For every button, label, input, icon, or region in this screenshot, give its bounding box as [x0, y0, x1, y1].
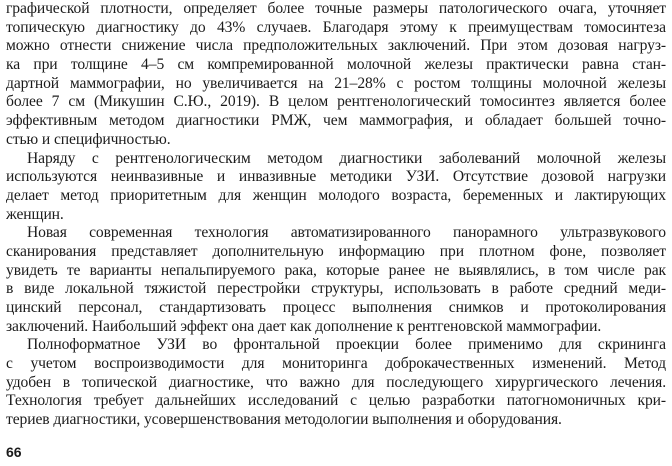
text-line: Наряду с рентгенологическим методом диагностики заболеваний молочной железы [27, 149, 666, 167]
text-line: цинский персонал, стандартизовать процесс выполнения снимков и протоколирования [6, 299, 666, 316]
document-body [6, 0, 666, 430]
text-line: сканирования представляет дополнительную информацию при плотном фоне, позволяет [6, 242, 666, 260]
text-line: заключений. Наибольший эффект она дает как дополнение к рентгеновской маммографии. [6, 317, 602, 335]
text-line: женщин. [6, 205, 64, 223]
text-line: более 7 см (Микушин С.Ю., 2019). В целом рентгенологический томосинтез является более [6, 93, 666, 111]
paragraph [6, 336, 666, 429]
text-line: делает метод приоритетным для женщин молодого возраста, беременных и лактирующих [6, 186, 666, 204]
text-line: можно отнести снижение числа предположительных заключений. При этом дозовая нагруз- [6, 37, 666, 55]
text-line: Полноформатное УЗИ во фронтальной проекции более применимо для скрининга [27, 336, 666, 354]
paragraph [6, 150, 666, 225]
text-line: дартной маммографии, но увеличивается на 21–28% с ростом толщины молочной железы [6, 74, 666, 92]
text-line: эффективным методом диагностики РМЖ, чем маммография, и обладает большей точно- [6, 112, 666, 130]
document-page [6, 0, 666, 430]
page-number: 66 [6, 444, 22, 460]
text-line: графической плотности, определяет более точные размеры патологического очага, уточняет [6, 0, 666, 17]
text-line: удобен в топической диагностике, что важно для последующего хирургического лечения. [6, 373, 666, 391]
text-line: используются неинвазивные и инвазивные методики УЗИ. Отсутствие дозовой нагрузки [6, 168, 666, 186]
text-line: ка при толщине 4–5 см компремированной молочной железы практически равна стан- [6, 56, 666, 74]
text-line: в виде локальной тяжистой перестройки структуры, использовать в работе средний меди- [6, 280, 666, 298]
text-line: топическую диагностику до 43% случаев. Благодаря этому к преимуществам томосинтеза [6, 18, 666, 36]
text-line: увидеть те варианты непальпируемого рака, которые ранее не выявлялись, в том числе рак [6, 261, 666, 279]
paragraph [6, 224, 666, 336]
text-line: Технология требует дальнейших исследований с целью разработки патогномоничных кри- [6, 392, 666, 410]
text-line: стью и специфичностью. [6, 130, 171, 148]
text-line: с учетом воспроизводимости для мониторинга доброкачественных изменений. Метод [6, 355, 666, 373]
paragraph [6, 0, 666, 150]
text-line: Новая современная технология автоматизированного панорамного ультразвукового [27, 224, 666, 242]
text-line: териев диагностики, усовершенствования методологии выполнения и оборудования. [6, 411, 562, 429]
